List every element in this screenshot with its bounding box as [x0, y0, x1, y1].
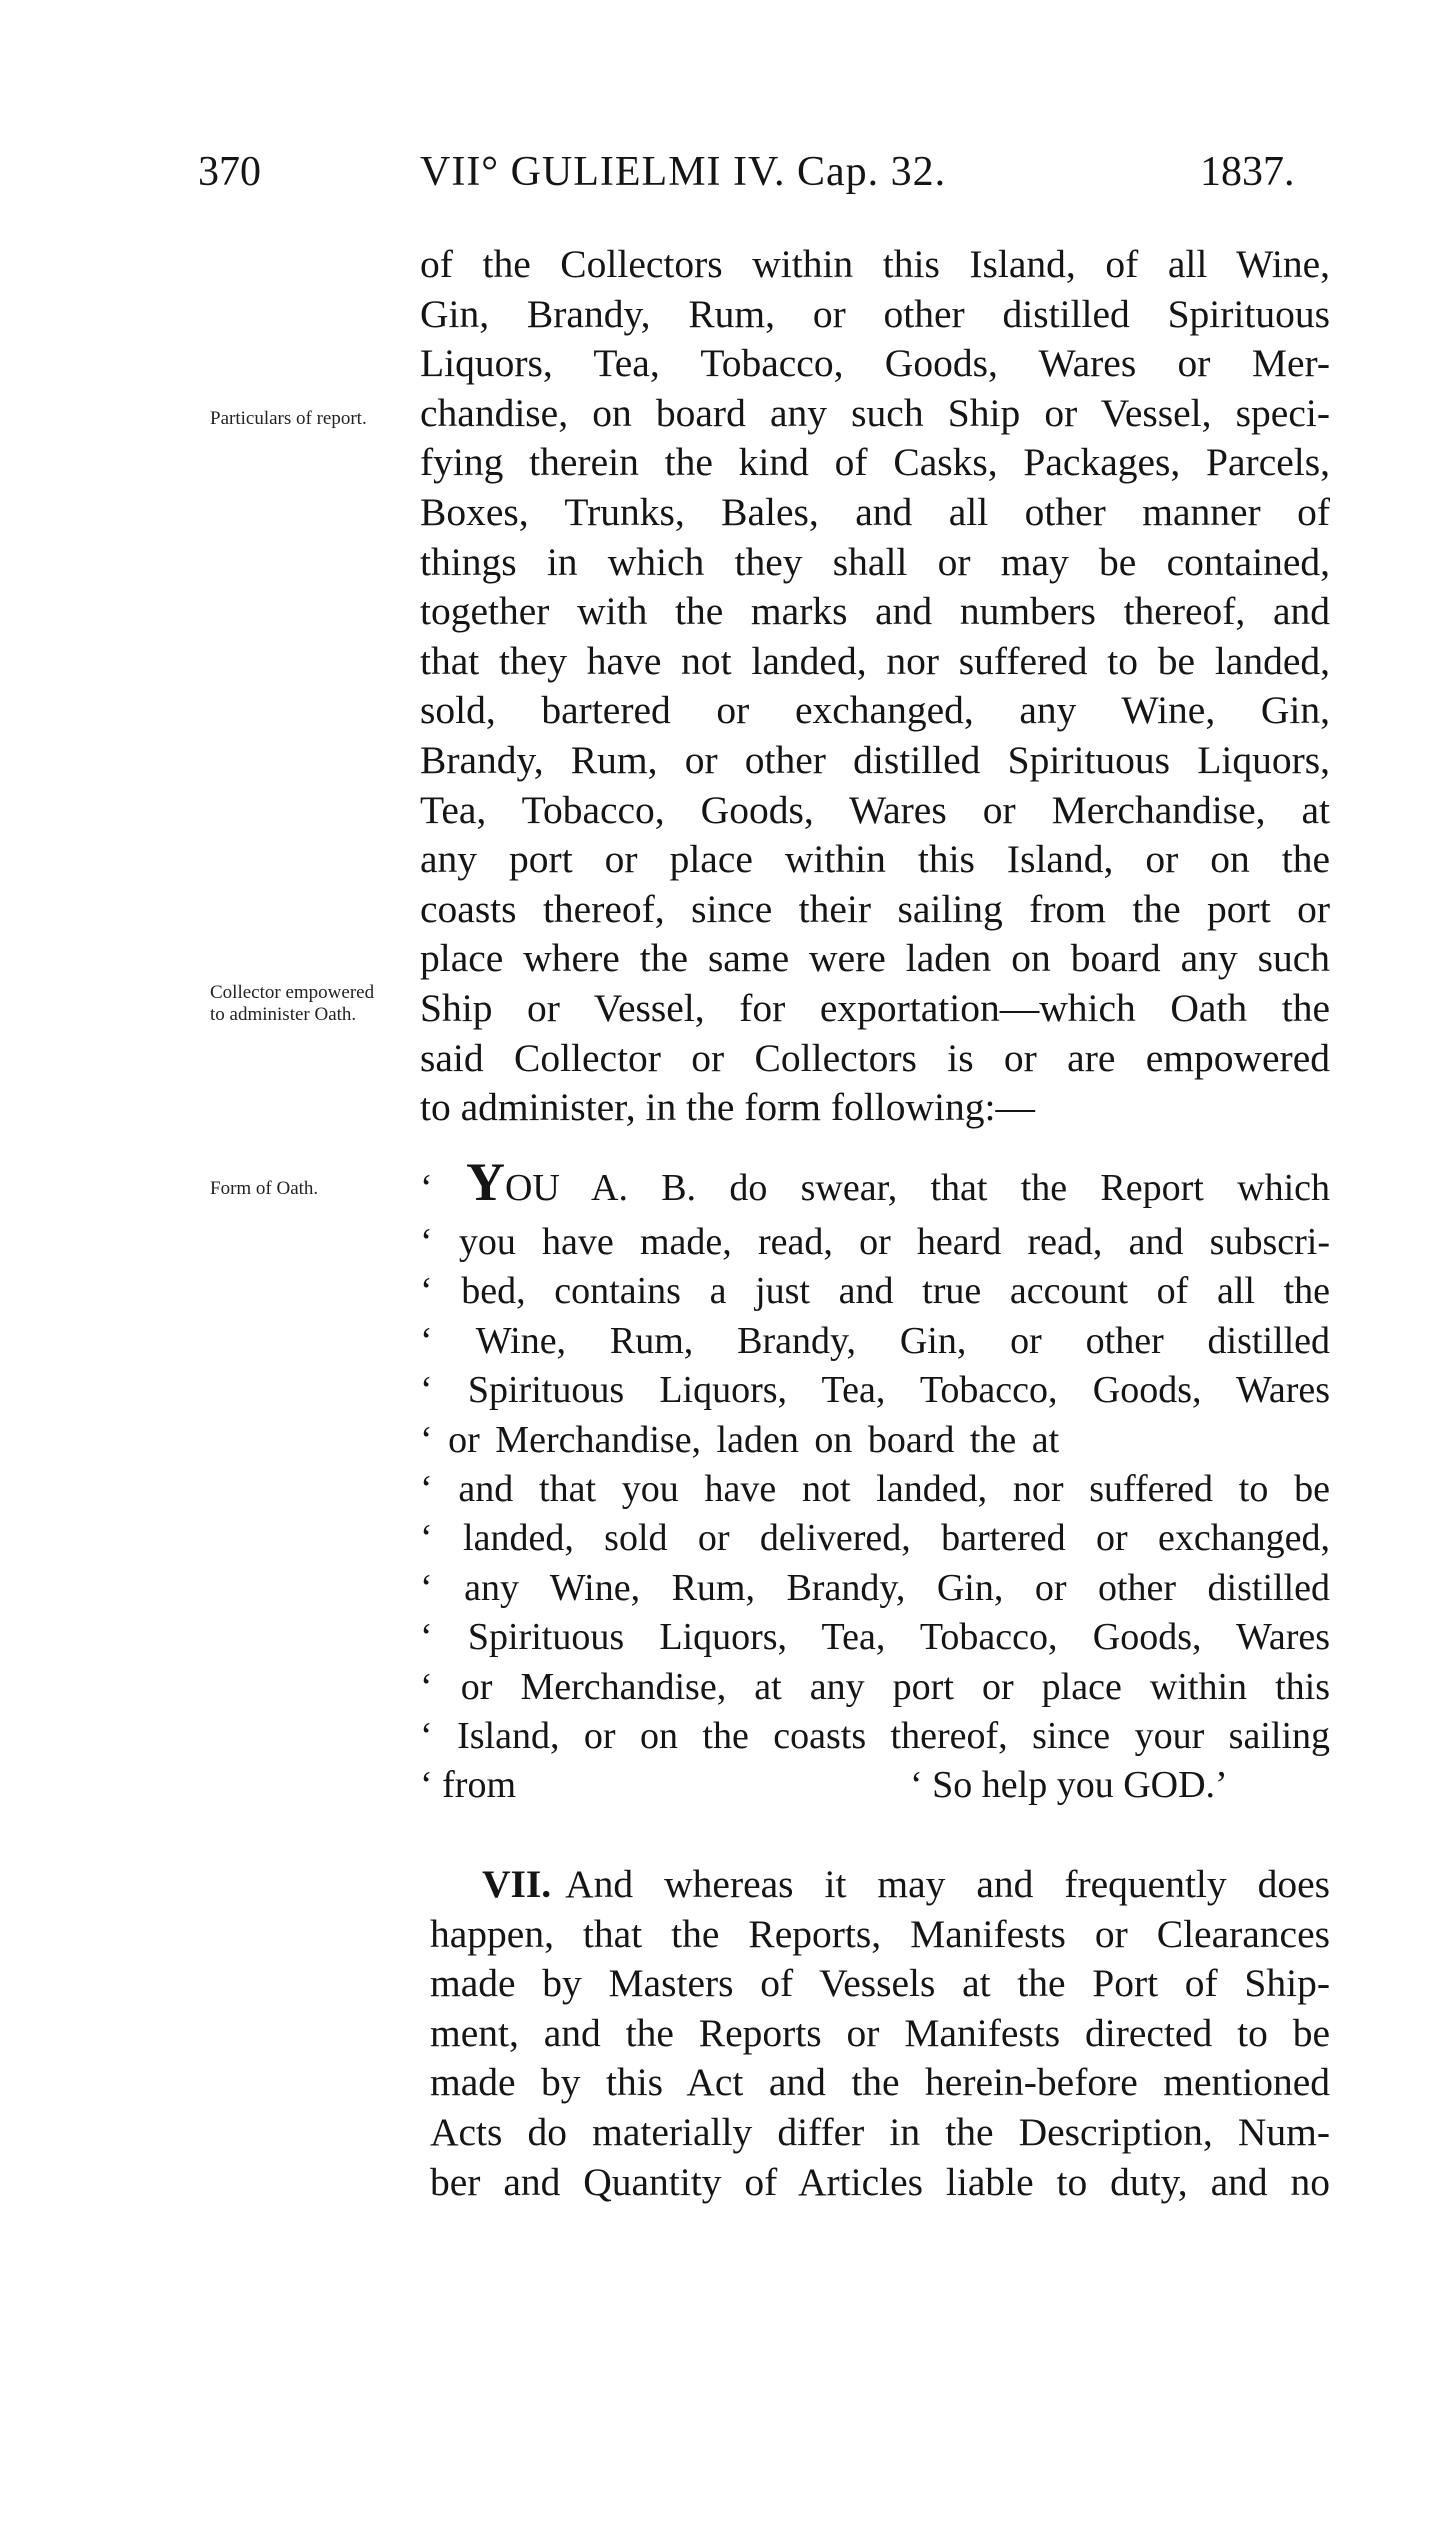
- oath-line: ‘ Wine, Rum, Brandy, Gin, or other distilled: [420, 1319, 1330, 1362]
- section-numeral: VII.: [482, 1862, 552, 1906]
- oath-line: ‘ any Wine, Rum, Brandy, Gin, or other distilled: [420, 1566, 1330, 1609]
- oath-line: ‘ or Merchandise, at any port or place within this: [420, 1665, 1330, 1708]
- section-line: made by Masters of Vessels at the Port of Ship-: [430, 1961, 1330, 2006]
- oath-final-line: [420, 1761, 1330, 1810]
- body-line: Boxes, Trunks, Bales, and all other manner of: [420, 489, 1330, 534]
- body-line: things in which they shall or may be contained,: [420, 539, 1330, 584]
- section-vii: [430, 1860, 1330, 2207]
- oath-open-quote: ‘: [420, 1167, 433, 1209]
- body-line: Liquors, Tea, Tobacco, Goods, Wares or Mer-: [420, 341, 1330, 386]
- body-line: said Collector or Collectors is or are empowered: [420, 1035, 1330, 1080]
- section-line: Acts do materially differ in the Description, Num-: [430, 2109, 1330, 2154]
- oath-line: ‘ landed, sold or delivered, bartered or exchanged,: [420, 1517, 1330, 1560]
- running-header: [0, 148, 1441, 208]
- body-line: Brandy, Rum, or other distilled Spirituous Liquors,: [420, 737, 1330, 782]
- oath-first-line: [420, 1152, 1330, 1218]
- body-line: that they have not landed, nor suffered to be landed,: [420, 638, 1330, 683]
- margin-note-form-of-oath: Form of Oath.: [210, 1178, 319, 1199]
- section-line: ment, and the Reports or Manifests directed to be: [430, 2010, 1330, 2055]
- body-line: any port or place within this Island, or on the: [420, 837, 1330, 882]
- body-line: together with the marks and numbers thereof, and: [420, 589, 1330, 634]
- oath-line: ‘ Spirituous Liquors, Tea, Tobacco, Goods, Wares: [420, 1369, 1330, 1412]
- section-line: ber and Quantity of Articles liable to duty, and no: [430, 2159, 1330, 2204]
- oath-line: ‘ Spirituous Liquors, Tea, Tobacco, Goods, Wares: [420, 1616, 1330, 1659]
- oath-line: ‘ and that you have not landed, nor suffered to be: [420, 1467, 1330, 1510]
- section-line-text: And whereas it may and frequently does: [565, 1862, 1330, 1906]
- body-line: place where the same were laden on board any such: [420, 936, 1330, 981]
- oath-line: ‘ you have made, read, or heard read, and subscri-: [420, 1221, 1330, 1263]
- page-number: 370: [198, 149, 261, 195]
- body-line: Ship or Vessel, for exportation—which Oath the: [420, 985, 1330, 1030]
- body-line: Gin, Brandy, Rum, or other distilled Spirituous: [420, 291, 1330, 336]
- oath-first-line-text: OU A. B. do swear, that the Report which: [504, 1167, 1330, 1209]
- body-line: chandise, on board any such Ship or Vessel, speci-: [420, 390, 1330, 435]
- oath-line: ‘ or Merchandise, laden on board the at: [420, 1418, 1060, 1461]
- body-line: sold, bartered or exchanged, any Wine, Gin,: [420, 688, 1330, 733]
- body-line: to administer, in the form following:—: [420, 1085, 1035, 1130]
- section-line: happen, that the Reports, Manifests or Clearances: [430, 1911, 1330, 1956]
- section-vii-first-line: [430, 1860, 1330, 1910]
- oath-line: ‘ Island, or on the coasts thereof, since your sailing: [420, 1714, 1330, 1757]
- oath-closing: ‘ So help you GOD.’: [910, 1764, 1228, 1807]
- year-label: 1837.: [1200, 149, 1295, 195]
- margin-note-particulars: Particulars of report.: [210, 408, 367, 429]
- oath-line: ‘ bed, contains a just and true account of all the: [420, 1270, 1330, 1313]
- body-text: [420, 240, 1330, 1133]
- body-line: fying therein the kind of Casks, Packages, Parcels,: [420, 440, 1330, 485]
- section-line: made by this Act and the herein-before mentioned: [430, 2060, 1330, 2105]
- running-head-title: VII° GULIELMI IV. Cap. 32.: [420, 149, 947, 195]
- margin-note-collector: Collector empowered to administer Oath.: [210, 982, 375, 1025]
- body-line: Tea, Tobacco, Goods, Wares or Merchandise, at: [420, 787, 1330, 832]
- oath-text: [420, 1152, 1330, 1811]
- oath-from: ‘ from: [420, 1764, 517, 1807]
- body-line: coasts thereof, since their sailing from the port or: [420, 886, 1330, 931]
- body-line: of the Collectors within this Island, of all Wine,: [420, 242, 1330, 286]
- oath-drop-capital: Y: [465, 1152, 505, 1212]
